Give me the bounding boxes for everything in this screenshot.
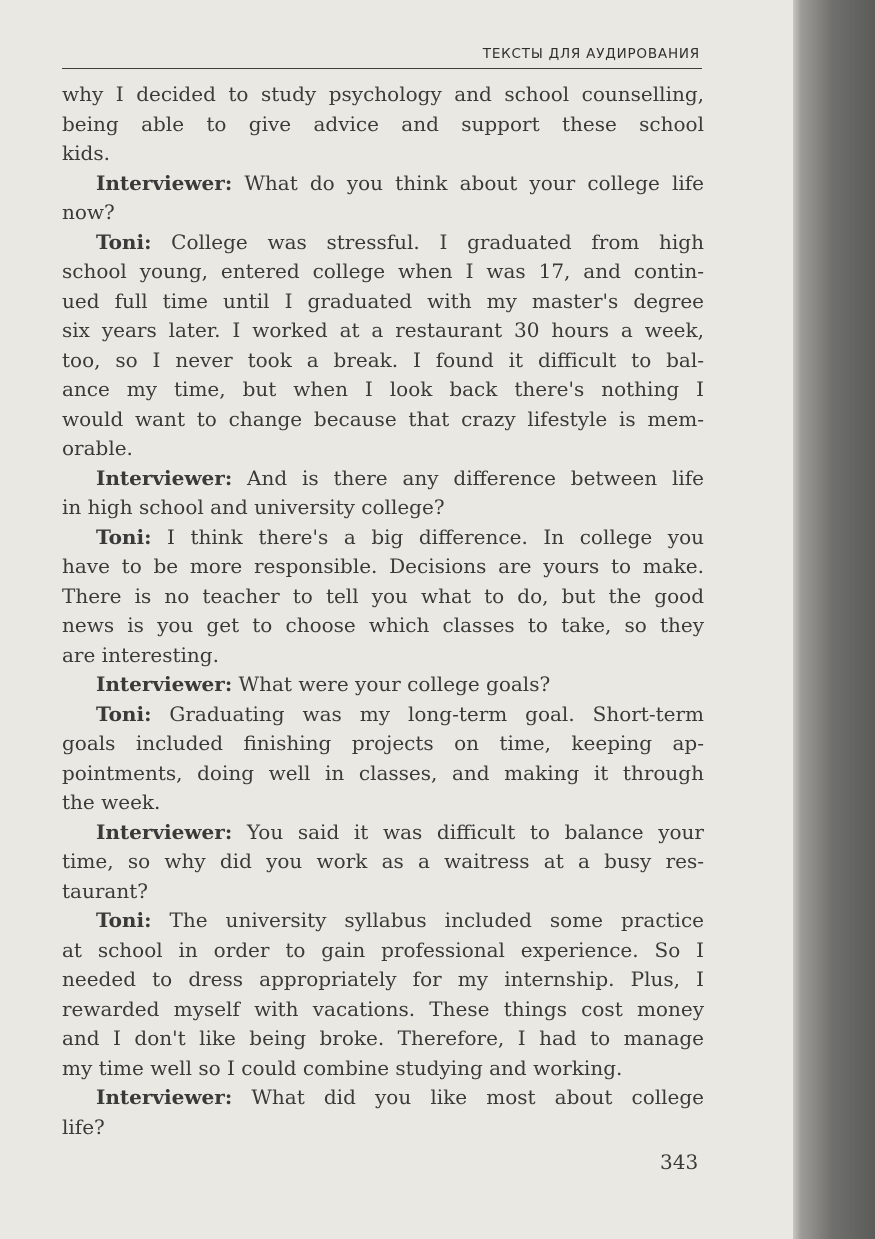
line-text: What did you like most about college — [232, 1085, 704, 1109]
line-text: in high school and university college? — [62, 495, 445, 519]
text-line — [62, 1113, 704, 1143]
line-text: ance my time, but when I look back there's nothing I — [62, 377, 704, 401]
text-line — [62, 316, 704, 346]
line-text: The university syllabus included some practice — [151, 908, 704, 932]
line-text: There is no teacher to tell you what to do, but the good — [62, 583, 704, 608]
line-text: school young, entered college when I was 17, and contin- — [62, 259, 704, 283]
line-text: goals included finishing projects on time, keeping ap- — [62, 731, 704, 755]
line-text: at school in order to gain professional experience. So I — [62, 937, 704, 962]
speaker-label: Interviewer: — [96, 1085, 233, 1109]
header-title: ТЕКСТЫ ДЛЯ АУДИРОВАНИЯ — [482, 46, 700, 62]
line-text: my time well so I could combine studying and working. — [62, 1055, 623, 1080]
running-header — [62, 44, 702, 69]
text-line — [62, 759, 704, 789]
page-number: 343 — [660, 1150, 699, 1174]
line-text: needed to dress appropriately for my internship. Plus, I — [62, 967, 704, 991]
text-line — [62, 877, 704, 907]
line-text: What do you think about your college life — [232, 170, 704, 195]
text-line — [62, 110, 704, 140]
line-text: being able to give advice and support these school — [62, 111, 704, 136]
speaker-label: Toni: — [96, 908, 152, 932]
speaker-label: Toni: — [96, 701, 152, 726]
speaker-label: Interviewer: — [96, 672, 233, 696]
line-text: news is you get to choose which classes to take, so they — [62, 613, 704, 637]
text-line — [62, 257, 704, 287]
text-line — [62, 405, 704, 435]
text-line — [62, 464, 704, 494]
text-line — [62, 670, 704, 700]
line-text: six years later. I worked at a restaurant 30 hours a week, — [62, 318, 704, 342]
line-text: pointments, doing well in classes, and making it through — [62, 760, 704, 785]
line-text: What were your college goals? — [232, 672, 551, 696]
speaker-label: Interviewer: — [96, 465, 233, 490]
text-line — [62, 641, 704, 671]
text-line — [62, 847, 704, 877]
text-line — [62, 1083, 704, 1113]
line-text: rewarded myself with vacations. These things cost money — [62, 996, 704, 1021]
line-text: the week. — [62, 790, 161, 814]
line-text: now? — [62, 200, 115, 224]
text-line — [62, 228, 704, 258]
text-line — [62, 936, 704, 966]
text-line — [62, 169, 704, 199]
text-line — [62, 287, 704, 317]
line-text: kids. — [62, 141, 110, 165]
line-text: Graduating was my long-term goal. Short-term — [151, 701, 704, 726]
speaker-label: Interviewer: — [96, 819, 233, 844]
text-line — [62, 1054, 704, 1084]
text-line — [62, 611, 704, 641]
text-line — [62, 346, 704, 376]
text-line — [62, 995, 704, 1025]
body-text — [62, 80, 704, 1142]
text-line — [62, 700, 704, 730]
line-text: I think there's a big difference. In college you — [151, 524, 704, 549]
text-line — [62, 965, 704, 995]
text-line — [62, 729, 704, 759]
text-line — [62, 434, 704, 464]
line-text: taurant? — [62, 878, 148, 903]
line-text: and I don't like being broke. Therefore, I had to manage — [62, 1026, 704, 1050]
speaker-label: Toni: — [96, 524, 152, 549]
text-line — [62, 906, 704, 936]
line-text: You said it was difficult to balance your — [232, 819, 704, 844]
text-line — [62, 582, 704, 612]
line-text: why I decided to study psychology and school counselling, — [62, 82, 704, 106]
text-line — [62, 493, 704, 523]
text-line — [62, 139, 704, 169]
text-line — [62, 80, 704, 110]
speaker-label: Toni: — [96, 229, 152, 254]
line-text: have to be more responsible. Decisions are yours to make. — [62, 554, 704, 578]
line-text: are interesting. — [62, 642, 219, 667]
text-line — [62, 198, 704, 228]
line-text: would want to change because that crazy lifestyle is mem- — [62, 406, 704, 431]
line-text: College was stressful. I graduated from high — [151, 229, 704, 254]
text-line — [62, 1024, 704, 1054]
text-line — [62, 788, 704, 818]
line-text: orable. — [62, 436, 133, 460]
line-text: time, so why did you work as a waitress at a busy res- — [62, 849, 704, 873]
line-text: And is there any difference between life — [232, 465, 704, 490]
text-line — [62, 523, 704, 553]
page-edge-shadow — [793, 0, 875, 1239]
text-line — [62, 375, 704, 405]
line-text: life? — [62, 1114, 105, 1139]
line-text: ued full time until I graduated with my master's degree — [62, 288, 704, 313]
line-text: too, so I never took a break. I found it difficult to bal- — [62, 347, 704, 372]
speaker-label: Interviewer: — [96, 170, 233, 195]
text-line — [62, 552, 704, 582]
text-line — [62, 818, 704, 848]
